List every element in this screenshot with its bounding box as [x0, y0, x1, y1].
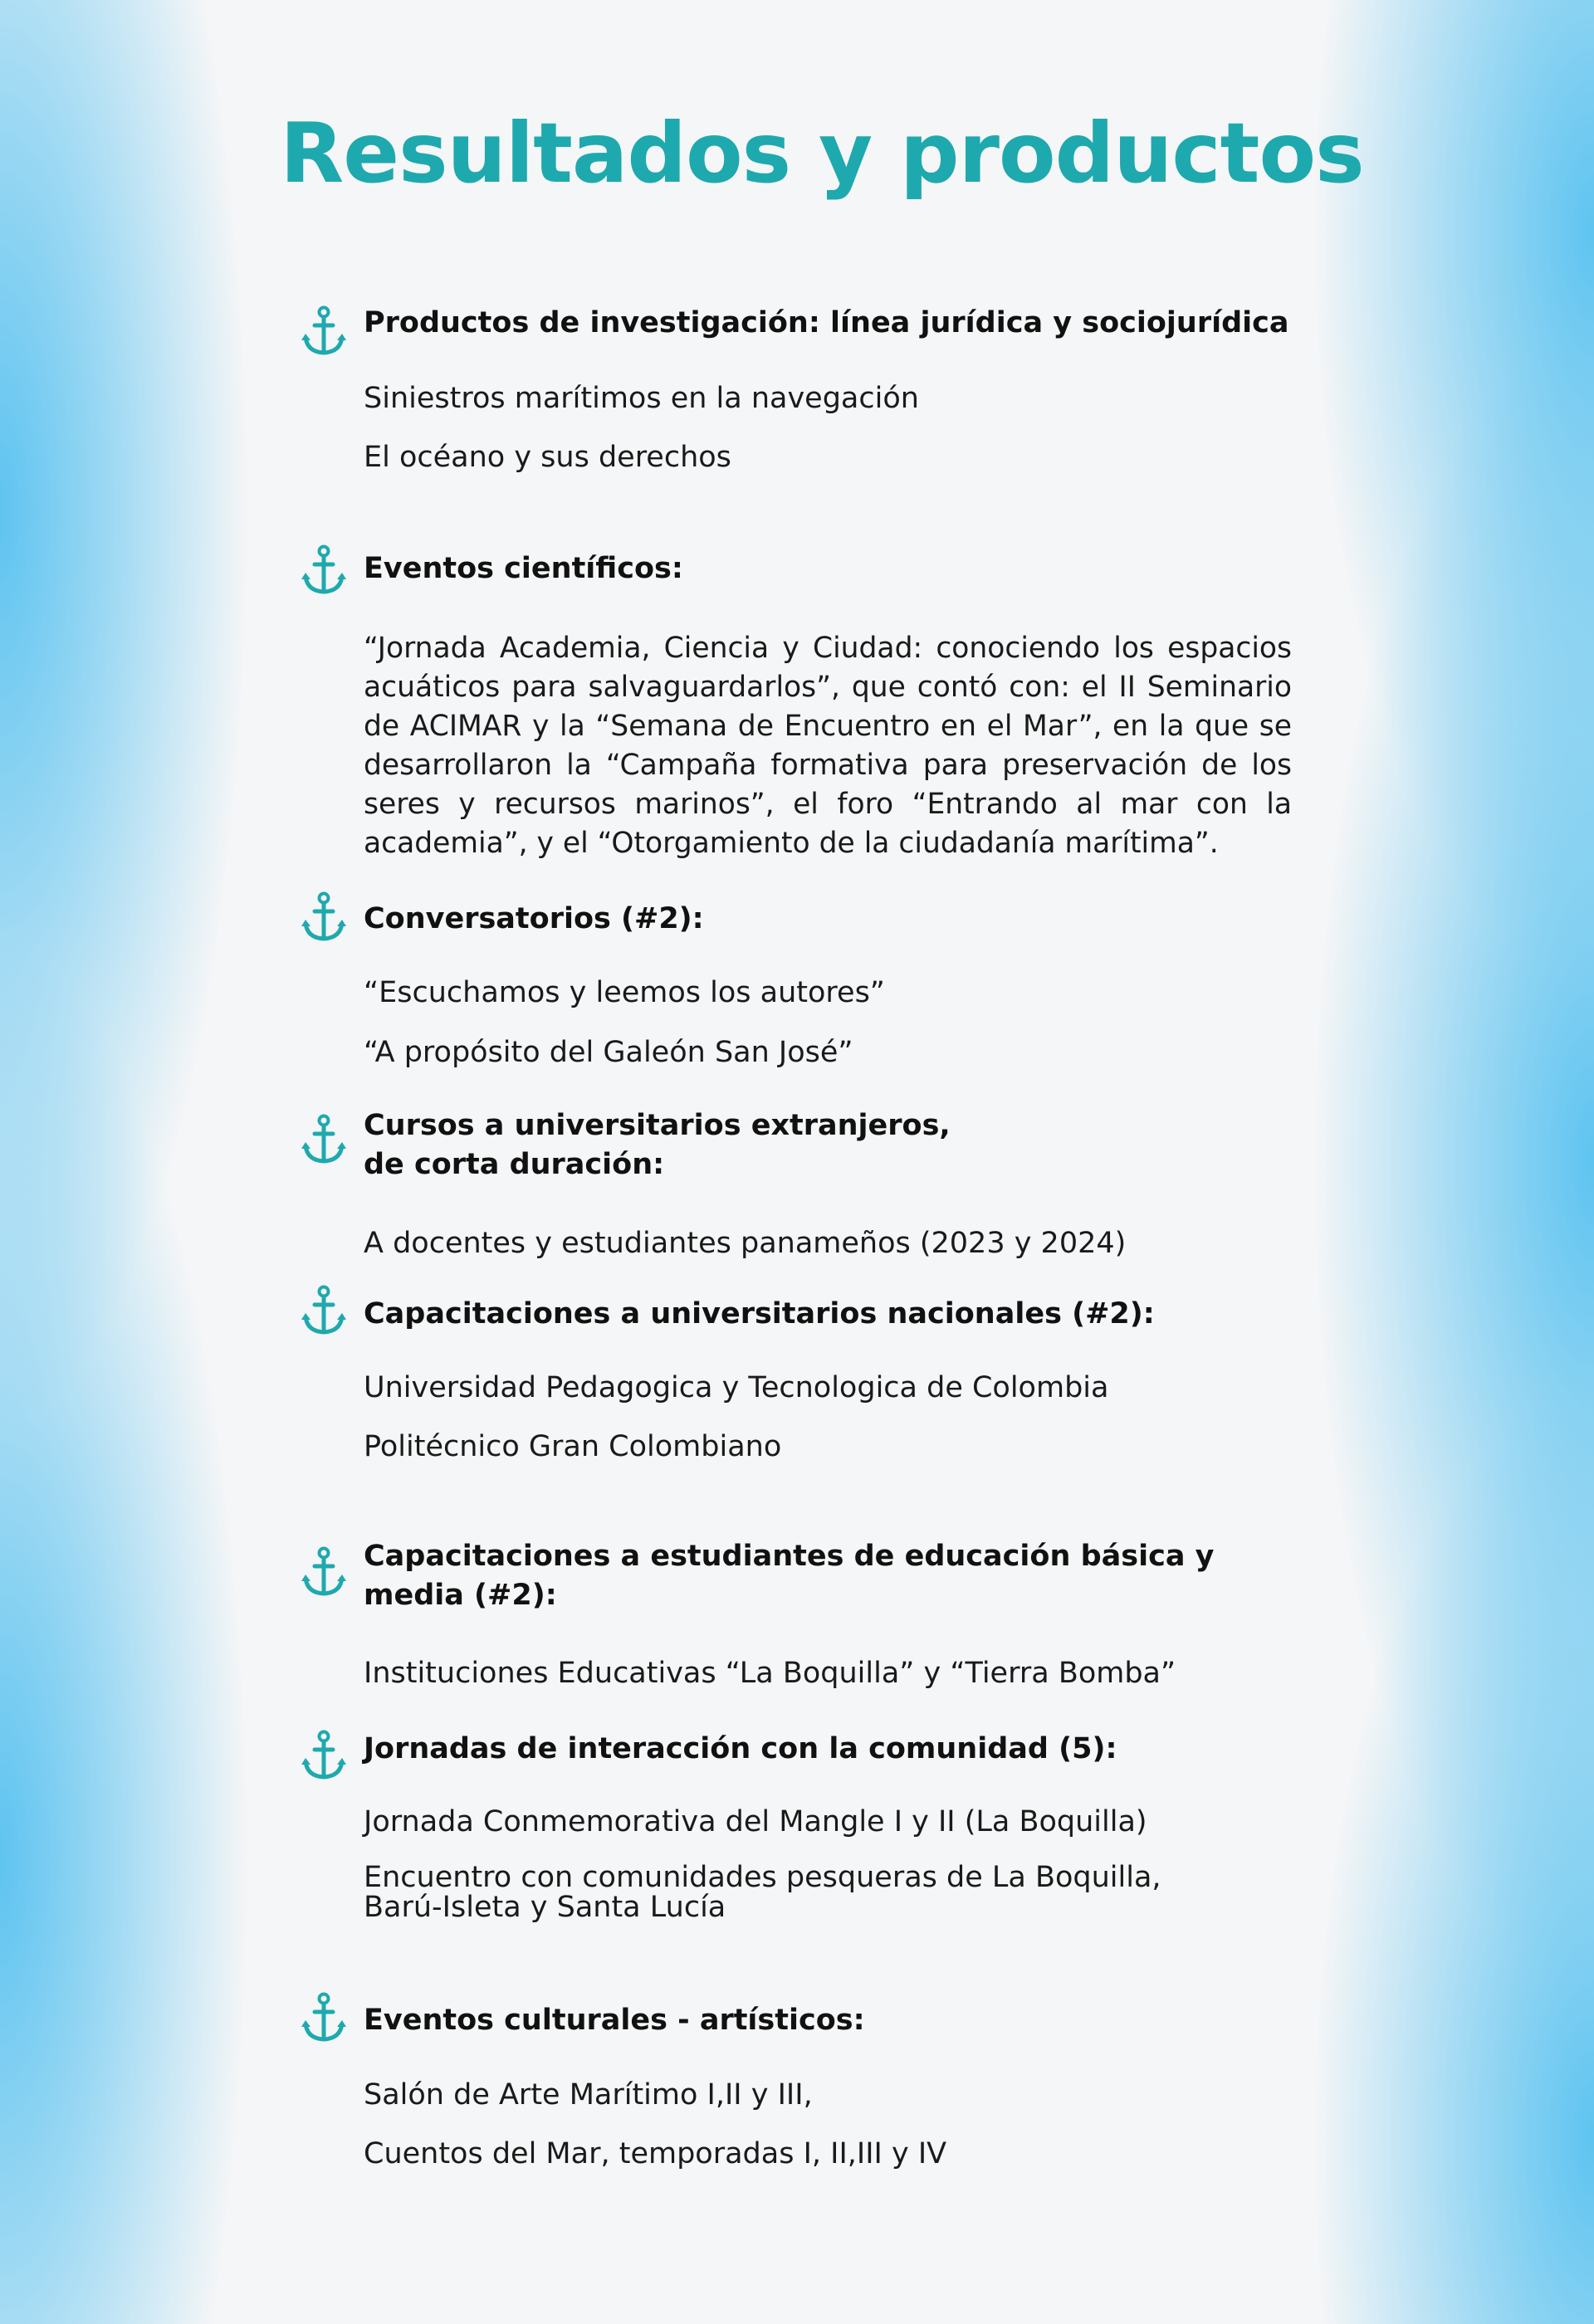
list-item: Salón de Arte Marítimo I,II y III,: [364, 2078, 813, 2112]
section-heading: Jornadas de interacción con la comunidad (5):: [364, 1732, 1117, 1765]
list-item: Politécnico Gran Colombiano: [364, 1430, 782, 1463]
list-item: Universidad Pedagogica y Tecnologica de Colombia: [364, 1371, 1109, 1404]
anchor-icon: [301, 544, 347, 596]
page-title: Resultados y productos: [280, 105, 1364, 202]
anchor-icon: [301, 1992, 347, 2043]
section-heading: Conversatorios (#2):: [364, 902, 704, 935]
section-heading: Cursos a universitarios extranjeros, de corta duración:: [364, 1109, 951, 1181]
section-heading: Productos de investigación: línea jurídica y sociojurídica: [364, 306, 1289, 339]
list-item: Siniestros marítimos en la navegación: [364, 382, 919, 415]
anchor-icon: [301, 305, 347, 357]
section-heading: Eventos científicos:: [364, 552, 683, 585]
anchor-icon: [301, 1285, 347, 1336]
list-item: Encuentro con comunidades pesqueras de La Boquilla, Barú-Isleta y Santa Lucía: [364, 1861, 1161, 1924]
list-item: El océano y sus derechos: [364, 441, 731, 474]
anchor-icon: [301, 1730, 347, 1781]
list-item: A docentes y estudiantes panameños (2023 y 2024): [364, 1227, 1127, 1260]
list-item: “Escuchamos y leemos los autores”: [364, 976, 885, 1009]
section-heading: Capacitaciones a universitarios nacionales (#2):: [364, 1297, 1155, 1330]
list-item: “A propósito del Galeón San José”: [364, 1036, 853, 1069]
anchor-icon: [301, 891, 347, 943]
anchor-icon: [301, 1114, 347, 1165]
list-item: Jornada Conmemorativa del Mangle I y II (La Boquilla): [364, 1805, 1147, 1838]
anchor-icon: [301, 1546, 347, 1598]
list-item: Instituciones Educativas “La Boquilla” y “Tierra Bomba”: [364, 1657, 1176, 1690]
section-heading: Capacitaciones a estudiantes de educación básica y media (#2):: [364, 1540, 1215, 1612]
list-item: Cuentos del Mar, temporadas I, II,III y IV: [364, 2137, 947, 2170]
section-heading: Eventos culturales - artísticos:: [364, 2004, 865, 2037]
section-paragraph: “Jornada Academia, Ciencia y Ciudad: conociendo los espacios acuáticos para salvaguardarlos”, que contó con: el II Seminario de ACIMAR y la “Semana de Encuentro en el Mar”, en la que se desarrollaron la “Campaña formativa para preservación de los seres y recursos marinos”, el foro “Entrando al mar con la academia”, y el “Otorgamiento de la ciudadanía marítima”.: [364, 632, 1292, 860]
